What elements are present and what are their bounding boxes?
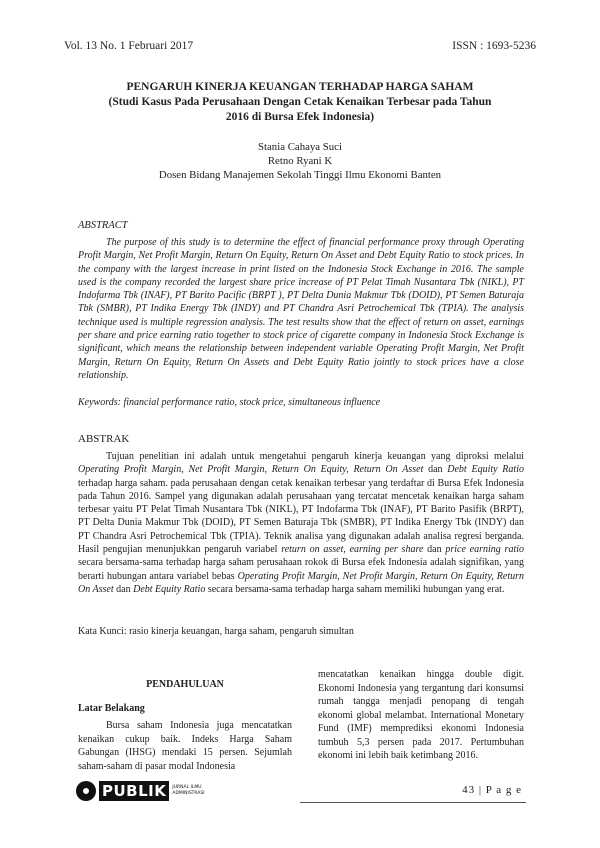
author-block bbox=[70, 140, 530, 182]
title-line-2: (Studi Kasus Pada Perusahaan Dengan Cetak Kenaikan Terbesar pada Tahun bbox=[108, 96, 492, 108]
abstrak-text: Tujuan penelitian ini adalah untuk mengetahui pengaruh kinerja keuangan yang diproksi melalui Operating Profit Margin, Net Profit Margin, Return On Equity, Return On Asset dan Debt Equity Ratio terhadap harga saham. pada perusahaan dengan cetak kenaikan terbesar yang terdaftar di Bursa Efek Indonesia pada Tahun 2016. Sampel yang digunakan adalah perusahaan yang tercatat mencetak kenaikan harga saham terbesar yaitu PT Pelat Timah Nusantara Tbk (NIKL), PT Indofarma Tbk (INAF), PT Barito Pasifik (BRPT), PT Delta Dunia Makmur Tbk (DOID), PT Semen Baturaja Tbk (SMBR), PT Indika Energy Tbk (INDY) dan PT Chandra Asri Petrochemical Tbk (TPIA). Teknik analisa yang digunakan adalah analisa regresi berganda. Hasil pengujian menunjukkan pengaruh variabel return on asset, earning per share dan price earning ratio secara bersama-sama terhadap harga saham perusahaan rokok di Bursa efek Indonesia adalah signifikan, yang berarti hubungan antara variabel bebas Operating Profit Margin, Net Profit Margin, Return On Equity, Return On Asset dan Debt Equity Ratio secara bersama-sama terhadap harga saham memiliki hubungan yang erat. bbox=[78, 451, 524, 595]
body-paragraph-left: Bursa saham Indonesia juga mencatatkan kenaikan cukup baik. Indeks Harga Saham Gabungan (IHSG) mendaki 15 persen. Sejumlah saham-saham di pasar modal Indonesia bbox=[78, 720, 292, 772]
abstrak-heading: ABSTRAK bbox=[78, 433, 130, 445]
affiliation: Dosen Bidang Manajemen Sekolah Tinggi Ilmu Ekonomi Banten bbox=[158, 169, 442, 181]
author-1: Stania Cahaya Suci bbox=[258, 141, 342, 153]
subsection-heading: Latar Belakang bbox=[78, 702, 145, 714]
title-line-1: PENGARUH KINERJA KEUANGAN TERHADAP HARGA SAHAM bbox=[126, 81, 474, 93]
kata-kunci: Kata Kunci: rasio kinerja keuangan, harga saham, pengaruh simultan bbox=[78, 626, 354, 637]
paper-title bbox=[70, 80, 530, 125]
section-heading: PENDAHULUAN bbox=[146, 679, 224, 690]
logo-subtext: JURNAL ILMU ADMINISTRASI bbox=[172, 785, 205, 796]
abstract-text: The purpose of this study is to determine the effect of financial performance proxy through Operating Profit Margin, Net Profit Margin, Return On Equity, Return On Asset and Debt Equity Ratio to stock prices. In the company with the largest increase in print listed on the Indonesia Stock Exchange in 2016. The sample used is the company recorded the largest share price increase of PT Pelat Timah Nusantara Tbk (NIKL), PT Indofarma Tbk (INAF), PT Barito Pacific (BRPT ), PT Delta Dunia Makmur Tbk (DOID), PT Semen Baturaja Tbk (SMBR), PT Indika Energy Tbk (INDY) and PT Chandra Asri Petrochemical Tbk (TPIA). The analysis technique used is multiple regression analysis. The test results show that the effect of return on asset, earnings per share and price earning ratio together to stock price of cigarette company in Indonesia Stock Exchange is significant, which means the relationship between independent variable Operating Profit Margin, Net Profit Margin, Return On Equity, Return On Assets and Debt Equity Ratio jointly to stock prices have a close relationship. bbox=[78, 237, 524, 381]
publik-logo bbox=[76, 780, 226, 802]
issn: ISSN : 1693-5236 bbox=[452, 40, 536, 52]
title-line-3: 2016 di Bursa Efek Indonesia) bbox=[225, 111, 375, 123]
body-paragraph-right: mencatatkan kenaikan hingga double digit. Ekonomi Indonesia yang tergantung dari konsumsi rumah tangga menjadi penopang di tengah ekonomi global melambat. International Monetary Fund (IMF) memprediksi ekonomi Indonesia tumbuh 5,3 persen pada 2017. Pertumbuhan ekonomi ini lebih baik ketimbang 2016. bbox=[318, 669, 524, 761]
body-column-left bbox=[78, 668, 292, 773]
body-column-right bbox=[318, 668, 524, 763]
footer-rule bbox=[300, 802, 526, 803]
logo-text: PUBLIK bbox=[99, 781, 169, 801]
abstract-heading: ABSTRACT bbox=[78, 220, 128, 231]
page-number: 43 | P a g e bbox=[462, 784, 522, 796]
journal-issue: Vol. 13 No. 1 Februari 2017 bbox=[64, 40, 194, 52]
publik-logo-icon bbox=[76, 781, 96, 801]
keywords-en: Keywords: financial performance ratio, stock price, simultaneous influence bbox=[78, 397, 381, 408]
author-2: Retno Ryani K bbox=[267, 155, 333, 167]
